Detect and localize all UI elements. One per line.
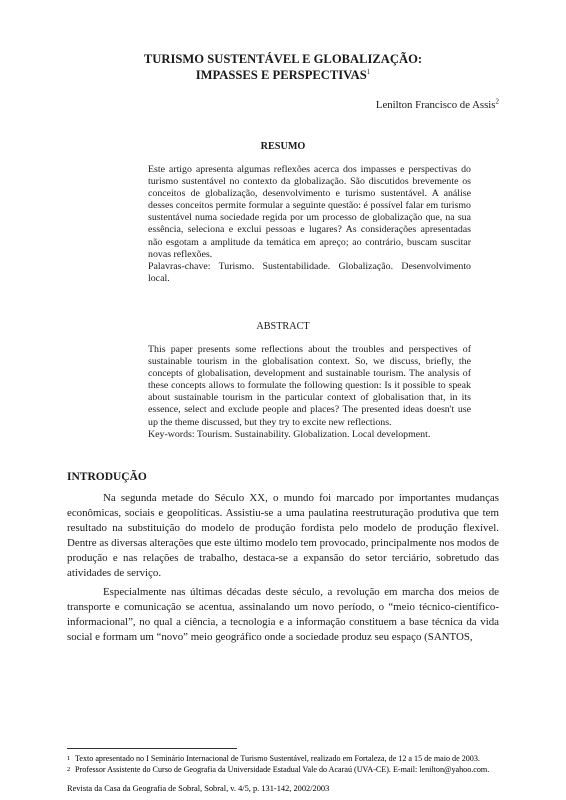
journal-citation: Revista da Casa da Geografia de Sobral, Sobral, v. 4/5, p. 131-142, 2002/2003 — [67, 784, 330, 793]
footnote-item — [67, 765, 499, 775]
footnote-number: 1 — [67, 755, 71, 762]
resumo-keywords: Palavras-chave: Turismo. Sustentabilidade. Globalização. Desenvolvimento local. — [148, 260, 471, 284]
introducao-body — [67, 491, 499, 645]
intro-paragraph: Na segunda metade do Século XX, o mundo foi marcado por importantes mudanças econômicas, sociais e geopolíticas. Assistiu-se a uma paulatina reestruturação produtiva que tem resultado na substituição do modelo de produção fordista pelo modelo de produção flexível. Dentre as diversas alterações que este último modelo tem provocado, principalmente nos modos de produção e nas relações de trabalho, destaca-se a expansão do setor terciário, sobretudo das atividades de serviço. — [67, 491, 499, 579]
footnote-number: 2 — [67, 766, 71, 774]
footnote-text: Professor Assistente do Curso de Geografia da Universidade Estadual Vale do Acaraú (UVA-CE). E-mail: lenilton@yahoo.com. — [75, 765, 490, 775]
footnote-text: Texto apresentado no I Seminário Internacional de Turismo Sustentável, realizado em Fortaleza, de 12 a 15 de maio de 2003. — [75, 754, 480, 763]
title-footnote-mark: 1 — [366, 67, 371, 76]
author-line — [67, 99, 499, 111]
abstract-heading: ABSTRACT — [256, 320, 310, 332]
author-name: Lenilton Francisco de Assis — [375, 99, 496, 111]
footnote-divider — [67, 748, 237, 749]
resumo-heading: RESUMO — [260, 141, 306, 152]
introducao-heading: INTRODUÇÃO — [67, 470, 147, 483]
title-line-1: TURISMO SUSTENTÁVEL E GLOBALIZAÇÃO: — [143, 52, 423, 66]
title-line-2: IMPASSES E PERSPECTIVAS — [195, 67, 367, 82]
intro-paragraph: Especialmente nas últimas décadas deste século, a revolução em marcha dos meios de transporte e comunicação se acentua, assinalando um novo período, o “meio técnico-científico-informacional”, no qual a ciência, a tecnologia e a informação constituem a base técnica da vida social e formam um “novo” meio geográfico onde a sociedade produz seu espaço (SANTOS, — [67, 585, 499, 643]
abstract-keywords: Key-words: Tourism. Sustainability. Globalization. Local development. — [148, 428, 431, 440]
abstract-text: This paper presents some reflections about the troubles and perspectives of sustainable tourism in the globalisation context. So, we discuss, briefly, the concepts of globalisation, development and sustainable tourism. The analysis of these concepts allows to formulate the following question: Is it possible to speak about sustainable tourism in the particular context of globalisation that, in its essence, select and exclude people and places? The presented ideas doesn't use up the theme discussed, but they try to excite new reflections. — [148, 343, 471, 428]
paper-title — [67, 52, 499, 83]
resumo-block — [148, 164, 471, 285]
abstract-block — [148, 344, 471, 441]
footnotes — [67, 754, 499, 777]
resumo-text: Este artigo apresenta algumas reflexões acerca dos impasses e perspectivas do turismo sustentável no contexto da globalização. São discutidos brevemente os conceitos de globalização, desenvolvimento e turismo sustentável. A análise desses conceitos permite formular a seguinte questão: é possível falar em turismo sustentável numa sociedade regida por um processo de globalização que, na sua essência, seleciona e exclui pessoas e lugares? As considerações apresentadas não esgotam a amplitude da temática em apreço; ao contrário, buscam suscitar novas reflexões. — [148, 164, 471, 260]
author-footnote-mark: 2 — [495, 97, 499, 106]
footnote-item — [67, 754, 499, 764]
